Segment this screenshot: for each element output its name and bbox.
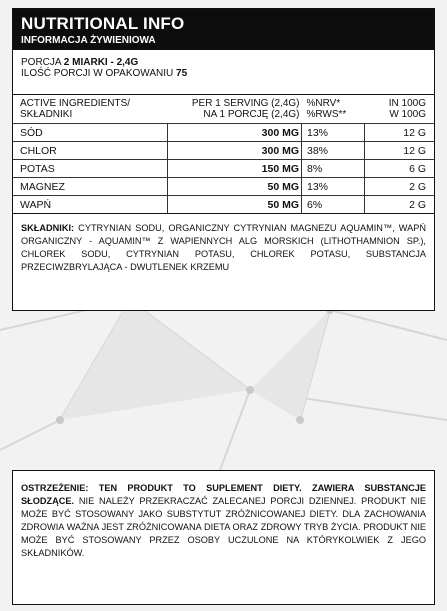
ingredient-amount: 50 MG: [168, 178, 302, 196]
serving-size-line: [21, 57, 426, 68]
warning-text: [13, 471, 434, 560]
ingredient-name: WAPŃ: [13, 196, 168, 214]
ingredient-name: MAGNEZ: [13, 178, 168, 196]
nutrition-subtitle: INFORMACJA ŻYWIENIOWA: [21, 35, 156, 46]
ingredient-nrv: 8%: [302, 160, 365, 178]
ingredients-text: [13, 214, 434, 274]
ingredients-list: CYTRYNIAN SODU, ORGANICZNY CYTRYNIAN MAGNEZU AQUAMIN™, WAPŃ ORGANICZNY - AQUAMIN™ Z WAPIENNYCH ALG MORSKICH (LITHOTHAMNION SP.), CHLOREK SODU, CYTRYNIAN POTASU, CHLOREK POTASU, SUBSTANCJA PRZECIWZBRYLAJĄCA - DWUTLENEK KRZEMU: [21, 223, 426, 272]
ingredient-nrv: 13%: [302, 178, 365, 196]
ingredient-per-100g: 12 G: [365, 124, 435, 142]
nutrition-panel: [12, 8, 435, 311]
ingredients-label: SKŁADNIKI:: [21, 223, 75, 233]
warning-label: OSTRZEŻENIE: TEN PRODUKT TO SUPLEMENT DIETY. ZAWIERA SUBSTANCJE SŁODZĄCE.: [21, 483, 426, 506]
ingredient-amount: 50 MG: [168, 196, 302, 214]
ingredient-nrv: 38%: [302, 142, 365, 160]
servings-per-container-value: 75: [176, 68, 188, 79]
ingredient-amount: 300 MG: [168, 124, 302, 142]
serving-size-label: PORCJA: [21, 57, 64, 68]
header-ingredients: ACTIVE INGREDIENTS/ SKŁADNIKI: [20, 98, 131, 120]
ingredient-name: SÓD: [13, 124, 168, 142]
serving-size-value: 2 MIARKI - 2,4G: [63, 57, 139, 68]
header-nrv: %NRV* %RWS**: [306, 98, 347, 120]
serving-info: [13, 50, 434, 95]
nutrition-header: [13, 9, 434, 50]
servings-per-container-line: [21, 68, 426, 79]
table-row: [13, 196, 434, 214]
ingredient-per-100g: 6 G: [365, 160, 435, 178]
ingredient-nrv: 6%: [302, 196, 365, 214]
ingredient-name: POTAS: [13, 160, 168, 178]
table-row: [13, 124, 434, 142]
table-row: [13, 142, 434, 160]
table-row: [13, 178, 434, 196]
servings-per-container-label: ILOŚĆ PORCJI W OPAKOWANIU: [21, 68, 177, 79]
ingredient-amount: 150 MG: [168, 160, 302, 178]
ingredient-per-100g: 12 G: [365, 142, 435, 160]
header-per-100g: IN 100G W 100G: [388, 98, 426, 120]
ingredient-per-100g: 2 G: [365, 178, 435, 196]
warning-body: NIE NALEŻY PRZEKRACZAĆ ZALECANEJ PORCJI DZIENNEJ. PRODUKT NIE MOŻE BYĆ STOSOWANY JAKO SUBSTYTUT ZRÓŻNICOWANEJ DIETY. DLA ZACHOWANIA ZDROWIA WAŻNA JEST ZRÓŻNICOWANA DIETA ORAZ ZDROWY TRYB ŻYCIA. PRODUKT NIE MOŻE BYĆ STOSOWANY PRZEZ OSOBY UCZULONE NA KTÓRYKOLWIEK Z JEGO SKŁADNIKÓW.: [21, 496, 426, 558]
ingredient-per-100g: 2 G: [365, 196, 435, 214]
header-per-serving: PER 1 SERVING (2,4G) NA 1 PORCJĘ (2,4G): [191, 98, 300, 120]
ingredient-amount: 300 MG: [168, 142, 302, 160]
table-row: [13, 160, 434, 178]
nutrition-table: [13, 95, 434, 214]
warning-panel: [12, 470, 435, 605]
table-header-row: [13, 95, 434, 124]
ingredient-name: CHLOR: [13, 142, 168, 160]
nutrition-title: NUTRITIONAL INFO: [21, 14, 185, 33]
ingredient-nrv: 13%: [302, 124, 365, 142]
